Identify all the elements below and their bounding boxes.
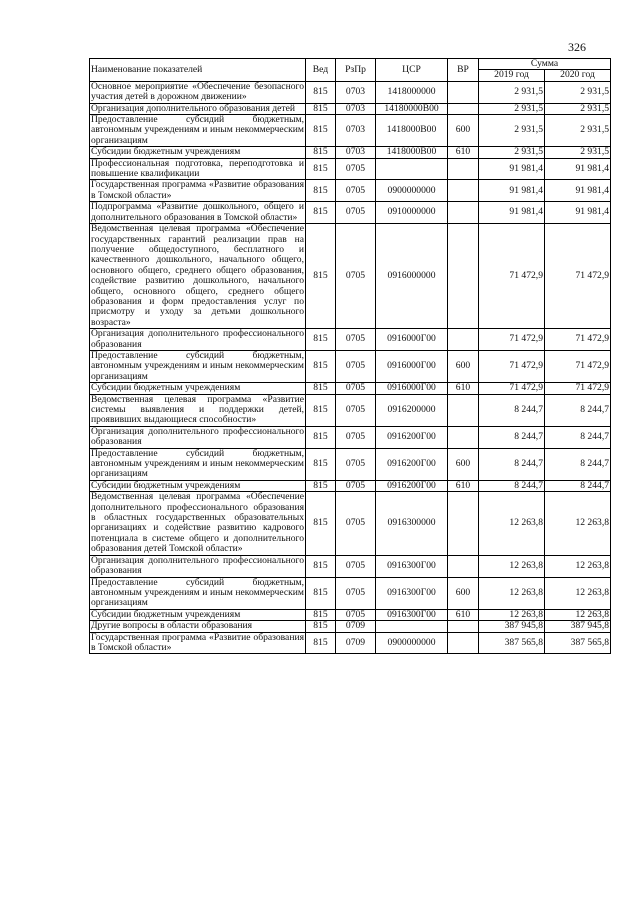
table-row (90, 394, 611, 426)
cell-rzpr: 0709 (336, 632, 376, 654)
cell-sum-2019: 91 981,4 (479, 158, 545, 180)
cell-ved: 815 (306, 394, 336, 426)
cell-sum-2020: 71 472,9 (545, 350, 611, 382)
cell-sum-2019: 387 945,8 (479, 621, 545, 632)
cell-name: Предоставление субсидий бюджетным, автономным учреждениям и иным некоммерческим организациям (91, 114, 304, 146)
cell-sum-2020: 2 931,5 (545, 81, 611, 103)
cell-csr (376, 158, 448, 180)
cell-vr (448, 394, 479, 426)
cell-vr (448, 202, 479, 224)
cell-csr: 0916300000 (376, 492, 448, 555)
cell-csr: 0916000Г00 (376, 350, 448, 382)
cell-name: Организация дополнительного образования детей (90, 103, 306, 114)
cell-rzpr: 0705 (336, 480, 376, 491)
header-csr: ЦСР (376, 59, 448, 82)
table-row (90, 632, 611, 654)
table-row (90, 621, 611, 632)
cell-csr: 1418000000 (376, 81, 448, 103)
cell-sum-2020: 12 263,8 (545, 577, 611, 609)
cell-sum-2019: 12 263,8 (479, 492, 545, 555)
cell-ved: 815 (306, 448, 336, 480)
cell-ved: 815 (306, 147, 336, 158)
cell-sum-2020: 387 945,8 (545, 621, 611, 632)
cell-vr (448, 621, 479, 632)
table-row (90, 158, 611, 180)
cell-vr (448, 158, 479, 180)
cell-sum-2020: 8 244,7 (545, 480, 611, 491)
cell-sum-2019: 2 931,5 (479, 103, 545, 114)
cell-csr: 1418000В00 (376, 147, 448, 158)
cell-sum-2020: 71 472,9 (545, 329, 611, 351)
cell-ved: 815 (306, 180, 336, 202)
cell-rzpr: 0705 (336, 448, 376, 480)
cell-vr: 610 (448, 147, 479, 158)
cell-rzpr: 0705 (336, 224, 376, 329)
cell-name: Организация дополнительного профессионального образования (91, 425, 304, 448)
header-name: Наименование показателей (90, 59, 306, 82)
cell-csr: 14180000В00 (376, 103, 448, 114)
cell-rzpr: 0705 (336, 609, 376, 620)
cell-sum-2020: 12 263,8 (545, 555, 611, 577)
cell-sum-2019: 71 472,9 (479, 350, 545, 382)
cell-sum-2020: 2 931,5 (545, 147, 611, 158)
table-row (90, 350, 611, 382)
table-row (90, 448, 611, 480)
cell-sum-2019: 12 263,8 (479, 555, 545, 577)
cell-rzpr: 0703 (336, 115, 376, 147)
cell-ved: 815 (306, 115, 336, 147)
cell-sum-2020: 71 472,9 (545, 383, 611, 394)
cell-sum-2020: 2 931,5 (545, 115, 611, 147)
cell-csr: 0916200Г00 (376, 480, 448, 491)
cell-csr: 0916200Г00 (376, 448, 448, 480)
header-year-2019: 2019 год (479, 70, 545, 81)
cell-csr: 1418000В00 (376, 115, 448, 147)
cell-sum-2019: 8 244,7 (479, 394, 545, 426)
cell-name: Организация дополнительного профессионального образования (91, 554, 304, 577)
page-number: 326 (568, 40, 586, 54)
cell-csr: 0910000000 (376, 202, 448, 224)
cell-rzpr: 0705 (336, 383, 376, 394)
cell-name: Основное мероприятие «Обеспечение безопасного участия детей в дорожном движении» (91, 80, 304, 103)
table-row (90, 147, 611, 158)
cell-rzpr: 0705 (336, 555, 376, 577)
table-row (90, 555, 611, 577)
cell-name: Предоставление субсидий бюджетным, автономным учреждениям и иным некоммерческим организациям (91, 349, 304, 382)
cell-sum-2020: 8 244,7 (545, 426, 611, 448)
cell-sum-2020: 71 472,9 (545, 224, 611, 329)
cell-csr: 0916300Г00 (376, 577, 448, 609)
cell-ved: 815 (306, 480, 336, 491)
cell-name: Субсидии бюджетным учреждениям (90, 609, 306, 620)
cell-csr: 0916200000 (376, 394, 448, 426)
table-body (90, 81, 611, 654)
cell-rzpr: 0705 (336, 492, 376, 555)
cell-vr: 610 (448, 609, 479, 620)
cell-sum-2019: 12 263,8 (479, 609, 545, 620)
cell-sum-2020: 8 244,7 (545, 448, 611, 480)
table-row (90, 383, 611, 394)
table-row (90, 492, 611, 555)
cell-sum-2019: 71 472,9 (479, 329, 545, 351)
cell-rzpr: 0705 (336, 202, 376, 224)
table-header (90, 59, 611, 82)
cell-csr (376, 621, 448, 632)
cell-rzpr: 0705 (336, 394, 376, 426)
cell-sum-2019: 12 263,8 (479, 577, 545, 609)
cell-csr: 0916000Г00 (376, 383, 448, 394)
table-row (90, 202, 611, 224)
cell-sum-2020: 387 565,8 (545, 632, 611, 654)
cell-vr: 610 (448, 480, 479, 491)
cell-vr: 610 (448, 383, 479, 394)
cell-sum-2019: 8 244,7 (479, 480, 545, 491)
cell-name: Профессиональная подготовка, переподготовка и повышение квалификации (91, 157, 304, 180)
cell-rzpr: 0705 (336, 350, 376, 382)
budget-table (89, 58, 611, 654)
cell-ved: 815 (306, 632, 336, 654)
cell-vr (448, 329, 479, 351)
cell-sum-2020: 91 981,4 (545, 202, 611, 224)
cell-vr (448, 426, 479, 448)
cell-csr: 0900000000 (376, 632, 448, 654)
cell-sum-2019: 71 472,9 (479, 383, 545, 394)
header-year-2020: 2020 год (545, 70, 611, 81)
table-row (90, 115, 611, 147)
cell-sum-2020: 2 931,5 (545, 103, 611, 114)
table-row (90, 103, 611, 114)
cell-sum-2019: 2 931,5 (479, 115, 545, 147)
header-vr: ВР (448, 59, 479, 82)
cell-ved: 815 (306, 224, 336, 329)
cell-csr: 0900000000 (376, 180, 448, 202)
cell-rzpr: 0703 (336, 81, 376, 103)
cell-vr (448, 492, 479, 555)
cell-name: Субсидии бюджетным учреждениям (90, 383, 306, 394)
cell-name: Субсидии бюджетным учреждениям (90, 147, 306, 158)
cell-vr (448, 81, 479, 103)
cell-ved: 815 (306, 202, 336, 224)
cell-sum-2019: 387 565,8 (479, 632, 545, 654)
table-row (90, 426, 611, 448)
cell-sum-2019: 71 472,9 (479, 224, 545, 329)
cell-rzpr: 0705 (336, 329, 376, 351)
cell-vr: 600 (448, 577, 479, 609)
table-row (90, 81, 611, 103)
cell-csr: 0916300Г00 (376, 609, 448, 620)
cell-vr (448, 103, 479, 114)
cell-name: Ведомственная целевая программа «Обеспечение дополнительного профессионального образования в областных государственных образовательных организациях и содействие развитию кадрового потенциала в системе общего и дополнительного образования детей Томской области» (91, 491, 304, 555)
cell-ved: 815 (306, 621, 336, 632)
cell-ved: 815 (306, 350, 336, 382)
cell-sum-2019: 91 981,4 (479, 202, 545, 224)
cell-sum-2020: 8 244,7 (545, 394, 611, 426)
table-row (90, 329, 611, 351)
cell-csr: 0916200Г00 (376, 426, 448, 448)
cell-sum-2019: 2 931,5 (479, 81, 545, 103)
cell-vr: 600 (448, 115, 479, 147)
cell-rzpr: 0703 (336, 147, 376, 158)
cell-vr (448, 632, 479, 654)
cell-sum-2019: 8 244,7 (479, 448, 545, 480)
cell-sum-2019: 2 931,5 (479, 147, 545, 158)
cell-sum-2019: 91 981,4 (479, 180, 545, 202)
cell-vr: 600 (448, 350, 479, 382)
cell-name: Ведомственная целевая программа «Развитие системы выявления и поддержки детей, проявивших выдающиеся способности» (91, 393, 304, 426)
table-row (90, 180, 611, 202)
cell-csr: 0916300Г00 (376, 555, 448, 577)
cell-rzpr: 0705 (336, 577, 376, 609)
cell-rzpr: 0705 (336, 180, 376, 202)
table-row (90, 577, 611, 609)
cell-rzpr: 0709 (336, 621, 376, 632)
table-row (90, 224, 611, 329)
cell-name: Государственная программа «Развитие образования в Томской области» (91, 631, 304, 653)
header-rzpr: РзПр (336, 59, 376, 82)
cell-sum-2020: 91 981,4 (545, 180, 611, 202)
cell-ved: 815 (306, 158, 336, 180)
cell-vr: 600 (448, 448, 479, 480)
cell-csr: 0916000000 (376, 224, 448, 329)
cell-ved: 815 (306, 492, 336, 555)
header-ved: Вед (306, 59, 336, 82)
cell-ved: 815 (306, 81, 336, 103)
cell-name: Организация дополнительного профессионального образования (91, 328, 304, 350)
cell-ved: 815 (306, 103, 336, 114)
cell-ved: 815 (306, 383, 336, 394)
cell-vr (448, 555, 479, 577)
header-sum: Сумма (479, 59, 611, 70)
cell-name: Ведомственная целевая программа «Обеспечение государственных гарантий реализации прав на получение общедоступного, бесплатного и качественного дошкольного, начального общего, основного общего, среднего общего образования, содействие развитию дошкольного, начального общего, основного общего, среднего общего образования и форм предоставления услуг по присмотру и уходу за детьми дошкольного возраста» (91, 223, 304, 328)
table-row (90, 609, 611, 620)
cell-name: Предоставление субсидий бюджетным, автономным учреждениям и иным некоммерческим организациям (91, 576, 304, 609)
cell-rzpr: 0703 (336, 103, 376, 114)
cell-ved: 815 (306, 577, 336, 609)
cell-name: Государственная программа «Развитие образования в Томской области» (91, 179, 304, 201)
cell-vr (448, 224, 479, 329)
cell-ved: 815 (306, 555, 336, 577)
cell-sum-2019: 8 244,7 (479, 426, 545, 448)
cell-sum-2020: 91 981,4 (545, 158, 611, 180)
cell-vr (448, 180, 479, 202)
cell-ved: 815 (306, 329, 336, 351)
table-row (90, 480, 611, 491)
cell-name: Другие вопросы в области образования (90, 621, 306, 632)
cell-name: Предоставление субсидий бюджетным, автономным учреждениям и иным некоммерческим организациям (91, 447, 304, 480)
cell-csr: 0916000Г00 (376, 329, 448, 351)
cell-sum-2020: 12 263,8 (545, 609, 611, 620)
cell-rzpr: 0705 (336, 158, 376, 180)
cell-ved: 815 (306, 426, 336, 448)
cell-name: Субсидии бюджетным учреждениям (90, 480, 306, 491)
cell-ved: 815 (306, 609, 336, 620)
cell-name: Подпрограмма «Развитие дошкольного, общего и дополнительного образования в Томской области» (91, 201, 304, 223)
cell-rzpr: 0705 (336, 426, 376, 448)
cell-sum-2020: 12 263,8 (545, 492, 611, 555)
